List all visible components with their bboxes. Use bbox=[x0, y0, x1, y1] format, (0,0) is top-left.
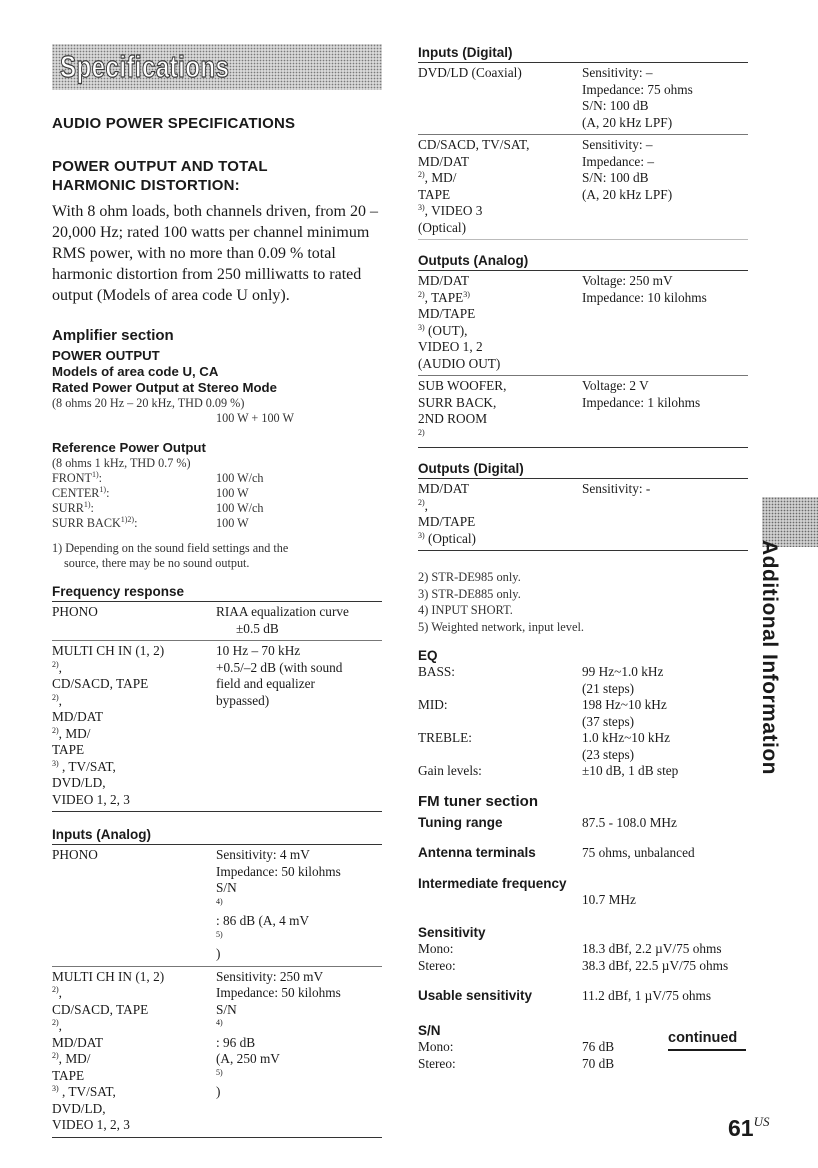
footnote-ref: 4) bbox=[216, 1018, 223, 1027]
cell-line: +0.5/–2 dB (with sound bbox=[216, 659, 343, 675]
footnote-ref: 1) bbox=[91, 470, 99, 479]
sn-mono-label: Mono: bbox=[418, 1039, 454, 1054]
eq-label: TREBLE: bbox=[418, 730, 472, 745]
cell-line: 2ND ROOM bbox=[418, 411, 488, 426]
footnote-ref: 3) bbox=[52, 1084, 59, 1093]
footnote-ref: 2) bbox=[418, 497, 425, 507]
tuning-range-label: Tuning range bbox=[418, 814, 503, 830]
table-cell: PHONO bbox=[52, 847, 98, 862]
cell-line: S/N bbox=[216, 1001, 237, 1017]
table-cell bbox=[216, 847, 382, 963]
cell-line: VIDEO 1, 2 bbox=[418, 339, 483, 354]
cell-line: MULTI CH IN (1, 2) bbox=[52, 968, 165, 984]
cell-line: Impedance: 1 kilohms bbox=[582, 394, 701, 410]
inputs-digital-heading: Inputs (Digital) bbox=[418, 44, 748, 63]
footnote-ref: 4) bbox=[216, 896, 223, 906]
footnote-line: source, there may be no sound output. bbox=[64, 556, 250, 570]
table-cell bbox=[216, 643, 382, 808]
cell-line: : 96 dB bbox=[216, 1034, 256, 1050]
footnote-ref: 2) bbox=[52, 692, 59, 702]
ref-label: SURR BACK bbox=[52, 516, 121, 530]
footnote-line: 4) INPUT SHORT. bbox=[418, 603, 513, 617]
footnote-ref: 5) bbox=[216, 929, 223, 939]
cell-line: MULTI CH IN (1, 2) bbox=[52, 643, 165, 658]
cell-line: field and equalizer bbox=[216, 676, 315, 691]
eq-value-line: 198 Hz~10 kHz bbox=[582, 697, 667, 712]
eq-table bbox=[418, 664, 748, 780]
cell-line: VIDEO 1, 2, 3 bbox=[52, 1117, 130, 1132]
footnote-line: 2) STR-DE985 only. bbox=[418, 570, 521, 584]
outputs-analog-block bbox=[418, 252, 748, 448]
cell-line: Impedance: 50 kilohms bbox=[216, 863, 341, 879]
ref-label: SURR bbox=[52, 501, 84, 515]
footnote-line: 5) Weighted network, input level. bbox=[418, 619, 585, 634]
table-cell bbox=[582, 273, 748, 372]
cell-line: Sensitivity: 250 mV bbox=[216, 968, 324, 984]
footnotes bbox=[418, 569, 748, 635]
cell-line: MD/TAPE bbox=[418, 514, 476, 529]
footnote-ref: 1)2) bbox=[120, 515, 135, 524]
table-row bbox=[418, 376, 748, 448]
cell-line: TAPE bbox=[52, 1067, 85, 1083]
cell-line: : 86 dB (A, 4 mV bbox=[216, 913, 310, 928]
footnote-line: 3) STR-DE885 only. bbox=[418, 586, 521, 601]
cell-line: (A, 20 kHz LPF) bbox=[582, 114, 673, 130]
cell-line: TAPE bbox=[52, 742, 85, 757]
table-row bbox=[52, 967, 382, 1138]
cell-line: ±0.5 dB bbox=[236, 620, 279, 636]
table-row bbox=[52, 845, 382, 967]
outputs-digital-heading: Outputs (Digital) bbox=[418, 460, 748, 479]
eq-label: BASS: bbox=[418, 664, 455, 679]
table-cell: MD/DAT $^{2)}$, MD/TAPE $^{3)}$ (Optical) bbox=[418, 481, 582, 547]
usable-sensitivity-row bbox=[418, 988, 748, 1005]
frequency-response-block bbox=[52, 583, 382, 812]
footnote-ref: 1) bbox=[83, 500, 91, 509]
right-column bbox=[418, 44, 748, 1072]
footnote-1 bbox=[52, 541, 382, 571]
power-heading-line-1: POWER OUTPUT AND TOTAL bbox=[52, 158, 268, 175]
cell-line: Voltage: 2 V bbox=[582, 378, 649, 393]
ref-row: FRONT$^{1)}$: 100 W/ch bbox=[52, 470, 264, 485]
cell-line: Impedance: 10 kilohms bbox=[582, 289, 707, 305]
antenna-label: Antenna terminals bbox=[418, 845, 536, 860]
table-cell bbox=[582, 137, 748, 236]
sn-label: S/N bbox=[418, 1022, 441, 1038]
table-row bbox=[52, 641, 382, 812]
sn-row bbox=[418, 1056, 748, 1073]
table-cell bbox=[582, 65, 748, 131]
footnote-ref: 2) bbox=[418, 289, 425, 299]
cell-line: RIAA equalization curve bbox=[216, 604, 349, 619]
cell-line: Impedance: 50 kilohms bbox=[216, 985, 341, 1000]
inputs-digital-block bbox=[418, 44, 748, 240]
banner-title: Specifications bbox=[60, 49, 230, 84]
ref-value: 100 W/ch bbox=[216, 501, 264, 515]
footnote-ref: 5) bbox=[216, 1067, 223, 1077]
cell-line: Sensitivity: 4 mV bbox=[216, 847, 310, 862]
eq-value bbox=[582, 697, 667, 730]
cell-line: Sensitivity: – bbox=[582, 137, 653, 152]
eq-heading: EQ bbox=[418, 648, 438, 663]
table-cell bbox=[582, 378, 748, 444]
cell-line: (A, 250 mV bbox=[216, 1051, 280, 1066]
ref-value: 100 W bbox=[216, 486, 249, 500]
cell-line: S/N: 100 dB bbox=[582, 170, 649, 185]
cell-line: 10 Hz – 70 kHz bbox=[216, 643, 301, 658]
eq-value-line: 1.0 kHz~10 kHz bbox=[582, 730, 671, 745]
eq-value bbox=[582, 664, 663, 697]
side-section-text: Additional Information bbox=[758, 540, 781, 775]
table-row bbox=[52, 602, 382, 641]
mono-label: Mono: bbox=[418, 941, 454, 956]
footnote-line: 1) Depending on the sound field settings and the bbox=[52, 541, 289, 555]
specifications-banner bbox=[52, 44, 382, 90]
table-cell bbox=[216, 604, 382, 637]
cell-line: SUB WOOFER, bbox=[418, 378, 507, 393]
ref-value: 100 W/ch bbox=[216, 471, 264, 485]
eq-label: Gain levels: bbox=[418, 763, 482, 778]
sn-stereo-label: Stereo: bbox=[418, 1055, 456, 1071]
power-output-label: POWER OUTPUT bbox=[52, 348, 160, 363]
outputs-digital-block bbox=[418, 460, 748, 551]
footnote-ref: 3) bbox=[418, 530, 425, 540]
cell-line: ) bbox=[216, 1084, 221, 1099]
cell-line: MD/DAT bbox=[418, 273, 469, 288]
cell-line: bypassed) bbox=[216, 692, 270, 708]
intermediate-frequency-label: Intermediate frequency bbox=[418, 875, 567, 891]
page-suffix: US bbox=[753, 1114, 770, 1129]
table-row bbox=[418, 135, 748, 240]
eq-value-line: (37 steps) bbox=[582, 713, 635, 729]
cell-line: S/N: 100 dB bbox=[582, 98, 649, 113]
table-cell: CD/SACD, TV/SAT, MD/DAT $^{2)}$, MD/ TAPE $^{3)}$, VIDEO 3 (Optical) bbox=[418, 137, 582, 236]
table-cell: DVD/LD (Coaxial) bbox=[418, 65, 522, 80]
cell-line: Impedance: 75 ohms bbox=[582, 81, 693, 97]
power-heading-line-2: HARMONIC DISTORTION: bbox=[52, 177, 240, 194]
eq-value bbox=[582, 730, 670, 763]
footnote-ref: 2) bbox=[52, 985, 59, 994]
cell-line: VIDEO 1, 2, 3 bbox=[52, 791, 130, 807]
sn-stereo-value: 70 dB bbox=[582, 1055, 615, 1071]
eq-row bbox=[418, 730, 748, 763]
sensitivity-row bbox=[418, 941, 748, 958]
cell-line: CD/SACD, TV/SAT, bbox=[418, 137, 530, 152]
fm-tuner-heading: FM tuner section bbox=[418, 792, 539, 810]
eq-row bbox=[418, 664, 748, 697]
cell-line: MD/DAT bbox=[52, 1034, 103, 1050]
models-label: Models of area code U, CA bbox=[52, 364, 219, 379]
table-cell: MULTI CH IN (1, 2) $^{2)}$, CD/SACD, TAPE $^{2)}$, MD/DAT $^{2)}$, MD/ TAPE $^{3)}$ , TV/SAT, DVD/LD, VIDEO 1, 2, 3 bbox=[52, 969, 216, 1134]
eq-row bbox=[418, 697, 748, 730]
cell-line: MD/DAT bbox=[418, 153, 469, 169]
table-cell: MD/DAT $^{2)}$, TAPE$^{3)}$ MD/TAPE $^{3)}$ (OUT), VIDEO 1, 2 (AUDIO OUT) bbox=[418, 273, 582, 372]
continued-underline bbox=[668, 1049, 746, 1051]
power-output-body: With 8 ohm loads, both channels driven, from 20 – 20,000 Hz; rated 100 watts per channel minimum RMS power, with no more than 0.09 % total harmonic distortion from 250 milliwatts to rated output (Models of area code U only). bbox=[52, 203, 378, 304]
amplifier-section-heading: Amplifier section bbox=[52, 327, 174, 344]
table-row bbox=[418, 271, 748, 376]
cell-line: Sensitivity: – bbox=[582, 65, 653, 80]
footnote-ref: 2) bbox=[418, 170, 425, 179]
page-number-value: 61 bbox=[728, 1115, 754, 1141]
footnote-ref: 3) bbox=[418, 322, 425, 332]
inputs-analog-block bbox=[52, 826, 382, 1138]
cell-line: CD/SACD, TAPE bbox=[52, 1001, 149, 1017]
footnote-ref: 2) bbox=[418, 427, 425, 437]
antenna-value: 75 ohms, unbalanced bbox=[582, 845, 695, 860]
rated-value-row bbox=[52, 411, 382, 426]
eq-value-line: 99 Hz~1.0 kHz bbox=[582, 664, 664, 679]
cell-line: MD/DAT bbox=[52, 709, 103, 724]
reference-power-heading: Reference Power Output bbox=[52, 440, 206, 455]
ref-row: SURR BACK$^{1)2)}$: 100 W bbox=[52, 515, 249, 530]
usable-sensitivity-value: 11.2 dBf, 1 µV/75 ohms bbox=[582, 988, 712, 1003]
cell-line: (AUDIO OUT) bbox=[418, 355, 501, 371]
stereo-value: 38.3 dBf, 22.5 µV/75 ohms bbox=[582, 957, 729, 973]
eq-value-line: (23 steps) bbox=[582, 746, 635, 762]
sensitivity-row bbox=[418, 958, 748, 975]
rated-power-label: Rated Power Output at Stereo Mode bbox=[52, 380, 277, 395]
cell-line: MD/TAPE bbox=[418, 306, 476, 321]
footnote-ref: 3) bbox=[52, 758, 59, 768]
power-output-heading bbox=[52, 157, 382, 195]
eq-label: MID: bbox=[418, 697, 448, 712]
cell-line: (Optical) bbox=[418, 219, 466, 235]
tuning-range-row bbox=[418, 815, 748, 832]
audio-power-heading: AUDIO POWER SPECIFICATIONS bbox=[52, 115, 296, 132]
cell-line: CD/SACD, TAPE bbox=[52, 676, 149, 691]
table-cell: MULTI CH IN (1, 2) $^{2)}$, CD/SACD, TAPE $^{2)}$, MD/DAT $^{2)}$, MD/ TAPE $^{3)}$ , TV/SAT, DVD/LD, VIDEO 1, 2, 3 bbox=[52, 643, 216, 808]
table-cell: PHONO bbox=[52, 604, 98, 619]
ref-label: CENTER bbox=[52, 486, 100, 500]
side-section-label bbox=[745, 540, 785, 775]
cell-line: MD/DAT bbox=[418, 481, 469, 496]
footnote-ref: 2) bbox=[52, 659, 59, 669]
rated-value: 100 W + 100 W bbox=[216, 411, 294, 425]
left-column bbox=[52, 44, 382, 1138]
antenna-row bbox=[418, 845, 748, 862]
footnote-ref: 2) bbox=[52, 1018, 59, 1027]
ref-row: CENTER$^{1)}$: 100 W bbox=[52, 485, 249, 500]
stereo-label: Stereo: bbox=[418, 957, 456, 973]
eq-value-line: (21 steps) bbox=[582, 680, 635, 696]
footnote-ref: 3) bbox=[418, 203, 425, 212]
rated-conditions: (8 ohms 20 Hz – 20 kHz, THD 0.09 %) bbox=[52, 396, 245, 410]
outputs-analog-heading: Outputs (Analog) bbox=[418, 252, 748, 271]
usable-sensitivity-label: Usable sensitivity bbox=[418, 988, 533, 1003]
ref-value: 100 W bbox=[216, 516, 249, 530]
inputs-analog-heading: Inputs (Analog) bbox=[52, 826, 382, 845]
sensitivity-label: Sensitivity bbox=[418, 924, 486, 940]
footnote-ref: 2) bbox=[52, 725, 59, 735]
ref-row: SURR$^{1)}$: 100 W/ch bbox=[52, 500, 264, 515]
table-row bbox=[418, 479, 748, 551]
ref-label: FRONT bbox=[52, 471, 92, 485]
cell-line: S/N bbox=[216, 880, 237, 895]
cell-line: TAPE bbox=[418, 186, 451, 202]
cell-line: ) bbox=[216, 946, 221, 961]
cell-line: Voltage: 250 mV bbox=[582, 273, 673, 288]
frequency-response-heading: Frequency response bbox=[52, 583, 382, 602]
sn-mono-value: 76 dB bbox=[582, 1039, 615, 1054]
table-row bbox=[418, 63, 748, 135]
cell-line: Impedance: – bbox=[582, 153, 654, 169]
reference-conditions: (8 ohms 1 kHz, THD 0.7 %) bbox=[52, 456, 191, 470]
table-cell: Sensitivity: - bbox=[582, 481, 651, 496]
eq-row bbox=[418, 763, 748, 780]
cell-line: (A, 20 kHz LPF) bbox=[582, 186, 673, 202]
if-row bbox=[418, 892, 748, 909]
eq-value-line: ±10 dB, 1 dB step bbox=[582, 763, 679, 778]
mono-value: 18.3 dBf, 2.2 µV/75 ohms bbox=[582, 941, 722, 956]
cell-line: DVD/LD, bbox=[52, 775, 106, 790]
cell-line: DVD/LD, bbox=[52, 1100, 106, 1116]
eq-value bbox=[582, 763, 678, 780]
footnote-ref: 2) bbox=[52, 1051, 59, 1060]
page-number bbox=[728, 1114, 770, 1141]
intermediate-frequency-value: 10.7 MHz bbox=[582, 892, 636, 907]
table-cell bbox=[216, 969, 382, 1134]
footnote-ref: 1) bbox=[99, 485, 107, 494]
footnote-ref: 3) bbox=[463, 289, 470, 299]
tuning-range-value: 87.5 - 108.0 MHz bbox=[582, 814, 677, 830]
cell-line: SURR BACK, bbox=[418, 394, 497, 410]
table-cell bbox=[418, 378, 582, 444]
continued-label: continued bbox=[668, 1030, 738, 1046]
